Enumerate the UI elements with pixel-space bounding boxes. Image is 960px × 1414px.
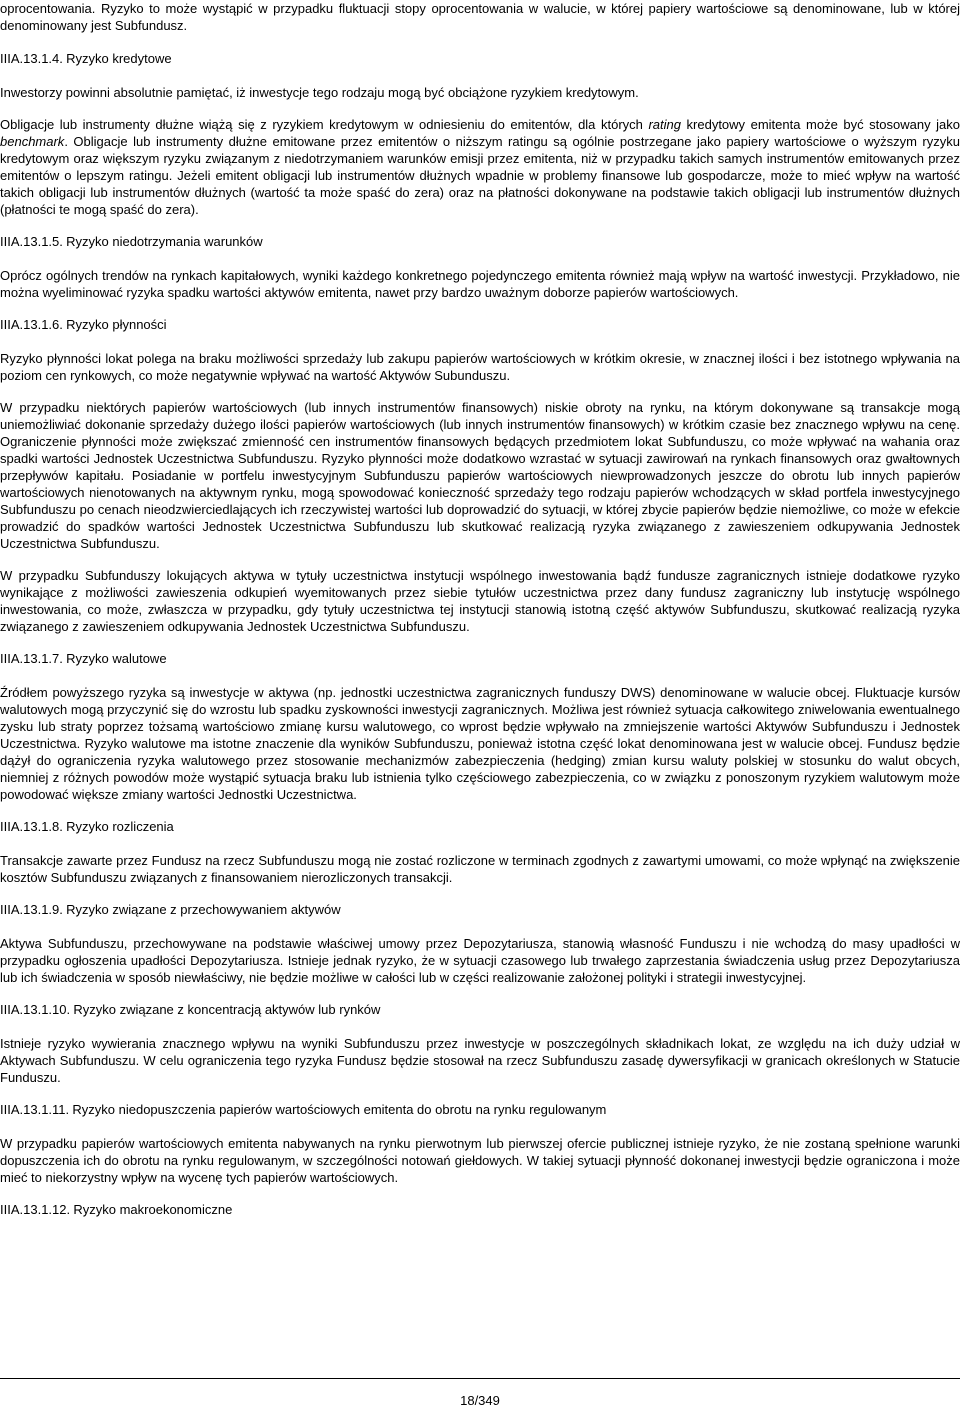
- section-paragraph: [0, 684, 960, 803]
- paragraph-text: Oprócz ogólnych trendów na rynkach kapitałowych, wyniki każdego konkretnego pojedynczego emitenta również mają wpływ na wartość inwestycji. Przykładowo, nie można wyeliminować ryzyka spadku wartości aktywów emitenta, nawet przy bardzo uważnym doborze papierów wartościowych.: [0, 268, 960, 300]
- section-number: IIIA.13.1.6.: [0, 317, 63, 332]
- section-title: Ryzyko niedopuszczenia papierów wartościowych emitenta do obrotu na rynku regulowanym: [72, 1102, 607, 1117]
- section-number: IIIA.13.1.4.: [0, 51, 63, 66]
- section-heading: [0, 901, 960, 918]
- paragraph-text: Transakcje zawarte przez Fundusz na rzecz Subfunduszu mogą nie zostać rozliczone w terminach zgodnych z zawartymi umowami, co może wpłynąć na zwiększenie kosztów Subfunduszu związanych z finansowaniem nierozliczonych transakcji.: [0, 853, 960, 885]
- section-paragraph: [0, 84, 960, 101]
- section-paragraph: [0, 267, 960, 301]
- section-paragraph: [0, 116, 960, 218]
- section-title: Ryzyko walutowe: [66, 651, 167, 666]
- section-heading: [0, 1101, 960, 1118]
- section-paragraph: [0, 567, 960, 635]
- section-number: IIIA.13.1.5.: [0, 234, 63, 249]
- section-heading: [0, 1001, 960, 1018]
- section-number: IIIA.13.1.8.: [0, 819, 63, 834]
- section-title: Ryzyko związane z koncentracją aktywów lub rynków: [73, 1002, 381, 1017]
- paragraph-text: W przypadku papierów wartościowych emitenta nabywanych na rynku pierwotnym lub pierwszej ofercie publicznej istnieje ryzyko, że nie zostaną spełnione warunki dopuszczenia ich do obrotu na rynku regulowanym, w szczególności notowań giełdowych. W takiej sytuacji płynność dokonanej inwestycji będzie ograniczona i może mieć to niekorzystny wpływ na wycenę tych papierów wartościowych.: [0, 1136, 960, 1185]
- paragraph-text: W przypadku niektórych papierów wartościowych (lub innych instrumentów finansowych) niskie obroty na rynku, na którym dokonywane są transakcje mogą uniemożliwiać dokonanie sprzedaży dużego ilości papierów wartościowych (lub innych instrumentów finansowych) w krótkim czasie bez znacznego wpływu na cenę. Ograniczenie płynności może zwiększać zmienność cen instrumentów finansowych będących przedmiotem lokat Subfunduszu, co może wpływać na wahania oraz spadki wartości Jednostek Uczestnictwa Subfunduszu. Ryzyko płynności może dodatkowo wzrastać w sytuacji zawirowań na rynkach finansowych oraz gwałtownych przepływów kapitału. Posiadanie w portfelu inwestycyjnym Subfunduszu papierów wartościowych niewprowadzonych jeszcze do obrotu lub innych papierów wartościowych nienotowanych na aktywnym rynku, mogą spowodować konieczność sprzedaży tego rodzaju papierów wchodzących w skład portfela inwestycyjnego Subfunduszu po cenach nieodzwierciedlających ich rzeczywistej wartości lub doprowadzić do sytuacji, w której zbycie papierów będzie niemożliwe, co może w efekcie prowadzić do spadków wartości Jednostek Uczestnictwa Subfunduszu lub skutkować realizacją ryzyka związanego z zawieszeniem odkupywania Jednostek Uczestnictwa Subfunduszu.: [0, 400, 960, 551]
- section-heading: [0, 233, 960, 250]
- paragraph-text: . Obligacje lub instrumenty dłużne emitowane przez emitentów o niższym ratingu są ogólnie postrzegane jako papiery wartościowe o wyższym ryzyku kredytowym oraz większym ryzyku związanym z niedotrzymaniem warunków emisji przez emitenta, niż w przypadku takich samych instrumentów emitowanych przez emitentów o lepszym ratingu. Jeżeli emitent obligacji lub instrumentów dłużnych wpadnie w problemy finansowe lub gospodarcze, może to mieć wpływ na wartość takich obligacji lub instrumentów dłużnych (wartość ta może spaść do zera) oraz na płatności dokonywane na podstawie takich obligacji lub instrumentów dłużnych (płatności te mogą spaść do zera).: [0, 134, 960, 217]
- paragraph-text: Obligacje lub instrumenty dłużne wiążą się z ryzykiem kredytowym w odniesieniu do emitentów, dla których: [0, 117, 649, 132]
- section-paragraph: [0, 852, 960, 886]
- section-paragraph: [0, 935, 960, 986]
- section-number: IIIA.13.1.12.: [0, 1202, 71, 1217]
- section-title: Ryzyko rozliczenia: [66, 819, 174, 834]
- paragraph-text: Źródłem powyższego ryzyka są inwestycje w aktywa (np. jednostki uczestnictwa zagranicznych funduszy DWS) denominowane w walucie obcej. Fluktuacje kursów walutowych mogą przyczynić się do wzrostu lub spadku zyskowności inwestycji zagranicznych. Możliwa jest również sytuacja całkowitego zniwelowania ewentualnego zysku lub straty poprzez tożsamą wartościowo zmianę kursu walutowego, co wprost będzie wpływało na zmniejszenie wartości Aktywów Subfunduszu i Jednostek Uczestnictwa. Ryzyko walutowe ma istotne znaczenie dla wyników Subfunduszu, ponieważ istotna część lokat denominowana jest w walucie obcej. Fundusz będzie dążył do ograniczenia ryzyka walutowego przez stosowanie mechanizmów zabezpieczenia (hedging) zmian kursu waluty polskiej w stosunku do walut obcych, niemniej z różnych powodów może wystąpić sytuacja braku lub istnienia tylko częściowego zabezpieczenia, co w związku z ponoszonym ryzykiem walutowym może powodować większe zmiany wartości Jednostki Uczestnictwa.: [0, 685, 960, 802]
- italic-term: benchmark: [0, 134, 65, 149]
- section-title: Ryzyko kredytowe: [66, 51, 172, 66]
- section-number: IIIA.13.1.9.: [0, 902, 63, 917]
- section-heading: [0, 316, 960, 333]
- paragraph-text: Istnieje ryzyko wywierania znacznego wpływu na wyniki Subfunduszu przez inwestycje w poszczególnych składnikach lokat, ze względu na ich duży udział w Aktywach Subfunduszu. W celu ograniczenia tego ryzyka Fundusz będzie stosował na rzecz Subfunduszu zasadę dywersyfikacji w granicach określonych w Statucie Funduszu.: [0, 1036, 960, 1085]
- section-heading: [0, 1201, 960, 1218]
- section-paragraph: [0, 1135, 960, 1186]
- section-title: Ryzyko niedotrzymania warunków: [66, 234, 263, 249]
- section-heading: [0, 50, 960, 67]
- section-paragraph: [0, 399, 960, 552]
- intro-continued-paragraph: oprocentowania. Ryzyko to może wystąpić w przypadku fluktuacji stopy oprocentowania w walucie, w której papiery wartościowe są denominowane, lub w której denominowany jest Subfundusz.: [0, 1, 960, 33]
- section-heading: [0, 650, 960, 667]
- section-number: IIIA.13.1.11.: [0, 1102, 70, 1117]
- page-number: 18/349: [460, 1393, 500, 1408]
- section-title: Ryzyko makroekonomiczne: [73, 1202, 233, 1217]
- paragraph-text: Aktywa Subfunduszu, przechowywane na podstawie właściwej umowy przez Depozytariusza, stanowią własność Funduszu i nie wchodzą do masy upadłości w przypadku ogłoszenia upadłości Depozytariusza. Istnieje jednak ryzyko, że w sytuacji czasowego lub trwałego zaprzestania świadczenia usług przez Depozytariusza lub ich świadczenia w sposób niewłaściwy, nie będzie możliwe w całości lub w części realizowanie założonej polityki i strategii inwestycyjnej.: [0, 936, 960, 985]
- section-paragraph: [0, 350, 960, 384]
- section-number: IIIA.13.1.10.: [0, 1002, 71, 1017]
- section-number: IIIA.13.1.7.: [0, 651, 63, 666]
- paragraph-text: W przypadku Subfunduszy lokujących aktywa w tytuły uczestnictwa instytucji wspólnego inwestowania bądź fundusze zagranicznych istnieje dodatkowe ryzyko wynikające z możliwości zawieszenia odkupień wyemitowanych przez siebie tytułów uczestnictwa przez dany fundusz zagraniczny lub instytucję wspólnego inwestowania, co może, zwłaszcza w przypadku, gdy tytuły uczestnictwa tej instytucji stanowią istotną część aktywów Subfunduszu, skutkować realizacją ryzyka związanego z zawieszeniem odkupywania Jednostek Uczestnictwa Subfunduszu.: [0, 568, 960, 634]
- footer-rule: [0, 1378, 960, 1379]
- section-heading: [0, 818, 960, 835]
- paragraph-text: Ryzyko płynności lokat polega na braku możliwości sprzedaży lub zakupu papierów wartościowych w krótkim okresie, w znacznej ilości i bez istotnego wpływania na poziom cen rynkowych, co może negatywnie wpływać na wartość Aktywów Subunduszu.: [0, 351, 960, 383]
- paragraph-text: Inwestorzy powinni absolutnie pamiętać, iż inwestycje tego rodzaju mogą być obciążone ryzykiem kredytowym.: [0, 85, 639, 100]
- section-title: Ryzyko związane z przechowywaniem aktywów: [66, 902, 341, 917]
- section-paragraph: [0, 1035, 960, 1086]
- paragraph-text: kredytowy emitenta może być stosowany jako: [680, 117, 960, 132]
- sections-container: [0, 50, 960, 1218]
- section-title: Ryzyko płynności: [66, 317, 167, 332]
- italic-term: rating: [648, 117, 681, 132]
